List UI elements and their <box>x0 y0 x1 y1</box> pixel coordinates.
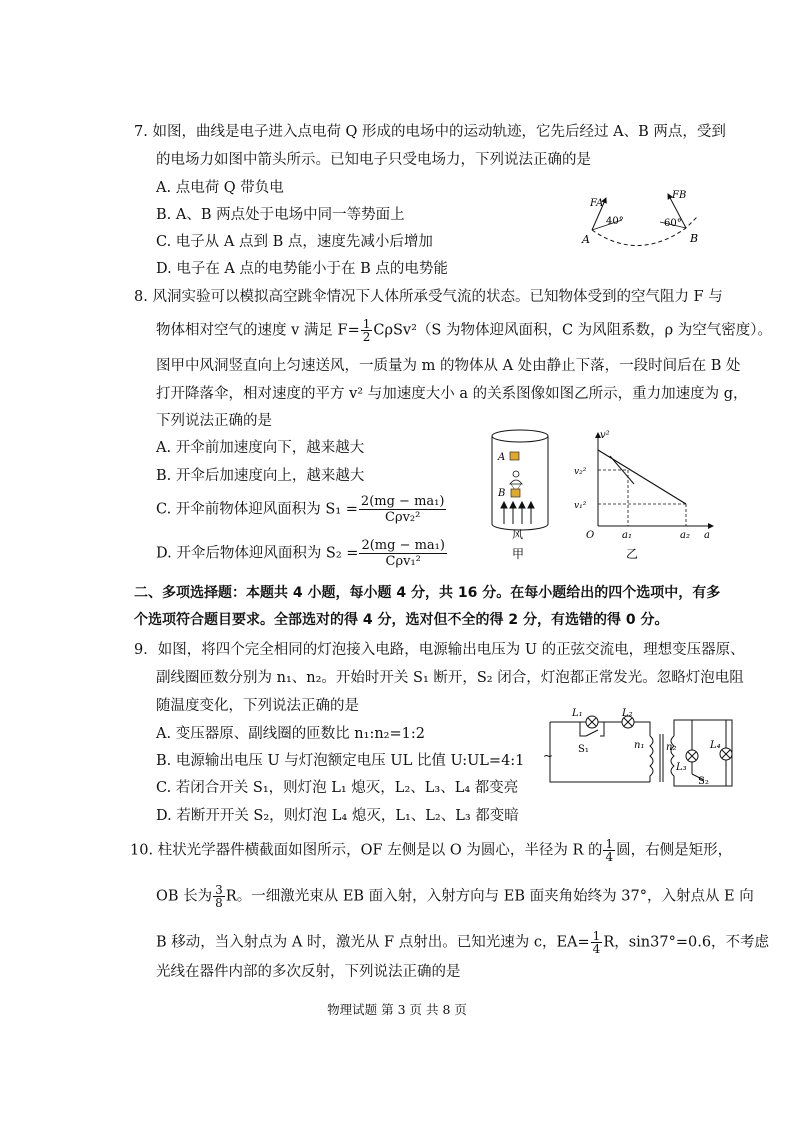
tick-a2: a₂ <box>680 530 690 541</box>
label-fa: FA <box>590 198 604 209</box>
q10-stem-line2-a: OB 长为 <box>156 888 213 905</box>
label-n1: n₁ <box>634 740 645 751</box>
q7-stem-line2: 的电场力如图中箭头所示。已知电子只受电场力，下列说法正确的是 <box>156 152 591 168</box>
wind-arrows <box>501 502 534 524</box>
q8-stem-line4: 打开降落伞，相对速度的平方 v² 与加速度大小 a 的关系图像如图乙所示，重力加速度为 g， <box>156 386 748 402</box>
q8-option-d <box>156 538 448 569</box>
q9-circuit-figure <box>542 706 742 796</box>
q9-stem-line2: 副线圈匝数分别为 n₁、n₂。开始时开关 S₁ 断开，S₂ 闭合，灯泡都正常发光。忽略灯泡电阻 <box>156 670 744 686</box>
q8-stem-line2-b: CρSv²（S 为物体迎风面积，C 为风阻系数，ρ 为空气密度）。 <box>373 322 773 339</box>
label-l3: L₃ <box>676 762 687 773</box>
q10-stem-line2 <box>156 884 754 909</box>
q10-stem-line3-b: R，sin37°=0.6，不考虑 <box>603 934 770 951</box>
tick-a1: a₁ <box>622 530 632 541</box>
q7-option-b: B. A、B 两点处于电场中同一等势面上 <box>156 207 405 223</box>
figure-yi-caption: 乙 <box>626 547 639 561</box>
q8-option-d-text: D. 开伞后物体迎风面积为 S₂ = <box>156 545 359 562</box>
q10-stem-line2-b: R。一细激光束从 EB 面入射，入射方向与 EB 面夹角始终为 37°，入射点从 E 向 <box>225 888 754 905</box>
q7-option-a: A. 点电荷 Q 带负电 <box>156 180 284 196</box>
q8-option-b: B. 开伞后加速度向上，越来越大 <box>156 468 365 484</box>
label-l2: L₂ <box>622 708 633 719</box>
q8-d-fraction: $\frac{\text{2(mg − ma₁)}}{\text{Cρv₁²}}$ <box>361 538 445 569</box>
v2-a-graph <box>570 428 720 572</box>
q8-stem-line1: 8. 风洞实验可以模拟高空跳伞情况下人体所承受气流的状态。已知物体受到的空气阻力 F 与 <box>134 289 723 305</box>
tunnel-label-a: A <box>498 452 506 463</box>
q9-option-d: D. 若断开开关 S₂，则灯泡 L₄ 熄灭，L₁、L₂、L₃ 都变暗 <box>156 808 519 824</box>
label-fb: FB <box>672 190 687 201</box>
q9-option-a: A. 变压器原、副线圈的匝数比 n₁:n₂=1:2 <box>156 726 425 742</box>
q10-stem-line1 <box>130 838 732 863</box>
q8-stem-line3: 图甲中风洞竖直向上匀速送风，一质量为 m 的物体从 A 处由静止下落，一段时间后在 B 处 <box>156 358 741 374</box>
q10-stem-line4: 光线在器件内部的多次反射，下列说法正确的是 <box>156 964 461 980</box>
q9-option-c: C. 若闭合开关 S₁，则灯泡 L₁ 熄灭，L₂、L₃、L₄ 都变亮 <box>156 780 519 796</box>
half-fraction: $\frac{1}{2}$ <box>362 317 371 344</box>
q10-stem-line3 <box>156 930 769 955</box>
ac-source-symbol: ~ <box>543 749 554 763</box>
tunnel-label-b: B <box>498 488 506 499</box>
q10-stem-line3-a: B 移动，当入射点为 A 时，激光从 F 点射出。已知光速为 c，EA= <box>156 934 590 951</box>
label-a: A <box>582 233 590 246</box>
figure-jia-caption: 甲 <box>512 547 525 561</box>
axis-a-label: a <box>704 530 710 541</box>
three-eighths-fraction: $\frac{3}{8}$ <box>215 883 223 910</box>
q7-option-d: D. 电子在 A 点的电势能小于在 B 点的电势能 <box>156 261 448 277</box>
q9-stem-line1: 9．如图，将四个完全相同的灯泡接入电路，电源输出电压为 U 的正弦交流电，理想变压器原、 <box>134 642 745 658</box>
q10-stem-line1-a: 10. 柱状光学器件横截面如图所示，OF 左侧是以 O 为圆心，半径为 R 的 <box>130 842 603 859</box>
q8-option-a: A. 开伞前加速度向下，越来越大 <box>156 440 365 456</box>
q9-option-b: B. 电源输出电压 U 与灯泡额定电压 UL 比值 U:UL=4:1 <box>156 753 525 769</box>
wind-label: 风 <box>512 528 523 541</box>
parachute <box>510 480 522 484</box>
object-a <box>510 452 519 460</box>
q7-trajectory-figure <box>578 186 718 248</box>
quarter-fraction: $\frac{1}{4}$ <box>605 837 614 864</box>
q9-stem-line3: 随温度变化，下列说法正确的是 <box>156 698 359 714</box>
label-s2: S₂ <box>698 776 709 787</box>
axis-v2-label: v² <box>600 430 610 441</box>
q8-option-c <box>156 494 447 525</box>
label-angle-a: 40° <box>606 216 624 227</box>
tick-v1sq: v₁² <box>574 501 587 511</box>
label-s1: S₁ <box>578 744 589 755</box>
label-l1: L₁ <box>572 708 583 719</box>
q7-option-c: C. 电子从 A 点到 B 点，速度先减小后增加 <box>156 234 433 250</box>
label-b: B <box>690 232 699 245</box>
label-angle-b: 60° <box>664 218 682 229</box>
q8-stem-line2 <box>156 318 772 343</box>
q8-option-c-text: C. 开伞前物体迎风面积为 S₁ = <box>156 501 358 518</box>
origin-label: O <box>586 530 595 541</box>
q8-stem-line2-a: 物体相对空气的速度 v 满足 F= <box>156 322 360 339</box>
section2-heading-line2: 个选项符合题目要求。全部选对的得 4 分，选对但不全的得 2 分，有选错的得 0 分。 <box>134 612 669 628</box>
wind-tunnel-figure <box>484 428 556 572</box>
q8-stem-line5: 下列说法正确的是 <box>156 413 272 429</box>
q7-stem-line1: 7. 如图，曲线是电子进入点电荷 Q 形成的电场中的运动轨迹，它先后经过 A、B 两点，受到 <box>134 124 726 140</box>
label-n2: n₂ <box>666 742 677 753</box>
label-l4: L₄ <box>710 740 721 751</box>
page-footer: 物理试题 第 3 页 共 8 页 <box>327 1002 467 1017</box>
q10-stem-line1-b: 圆，右侧是矩形， <box>616 842 733 859</box>
object-b <box>511 489 520 497</box>
tick-v2sq: v₂² <box>574 467 587 477</box>
q8-c-fraction: $\frac{\text{2(mg − ma₁)}}{\text{Cρv₂²}}$ <box>360 494 445 525</box>
ea-fraction: $\frac{1}{4}$ <box>592 929 601 956</box>
section2-heading-line1: 二、多项选择题：本题共 4 小题，每小题 4 分，共 16 分。在每小题给出的四个选项中，有多 <box>134 585 721 601</box>
